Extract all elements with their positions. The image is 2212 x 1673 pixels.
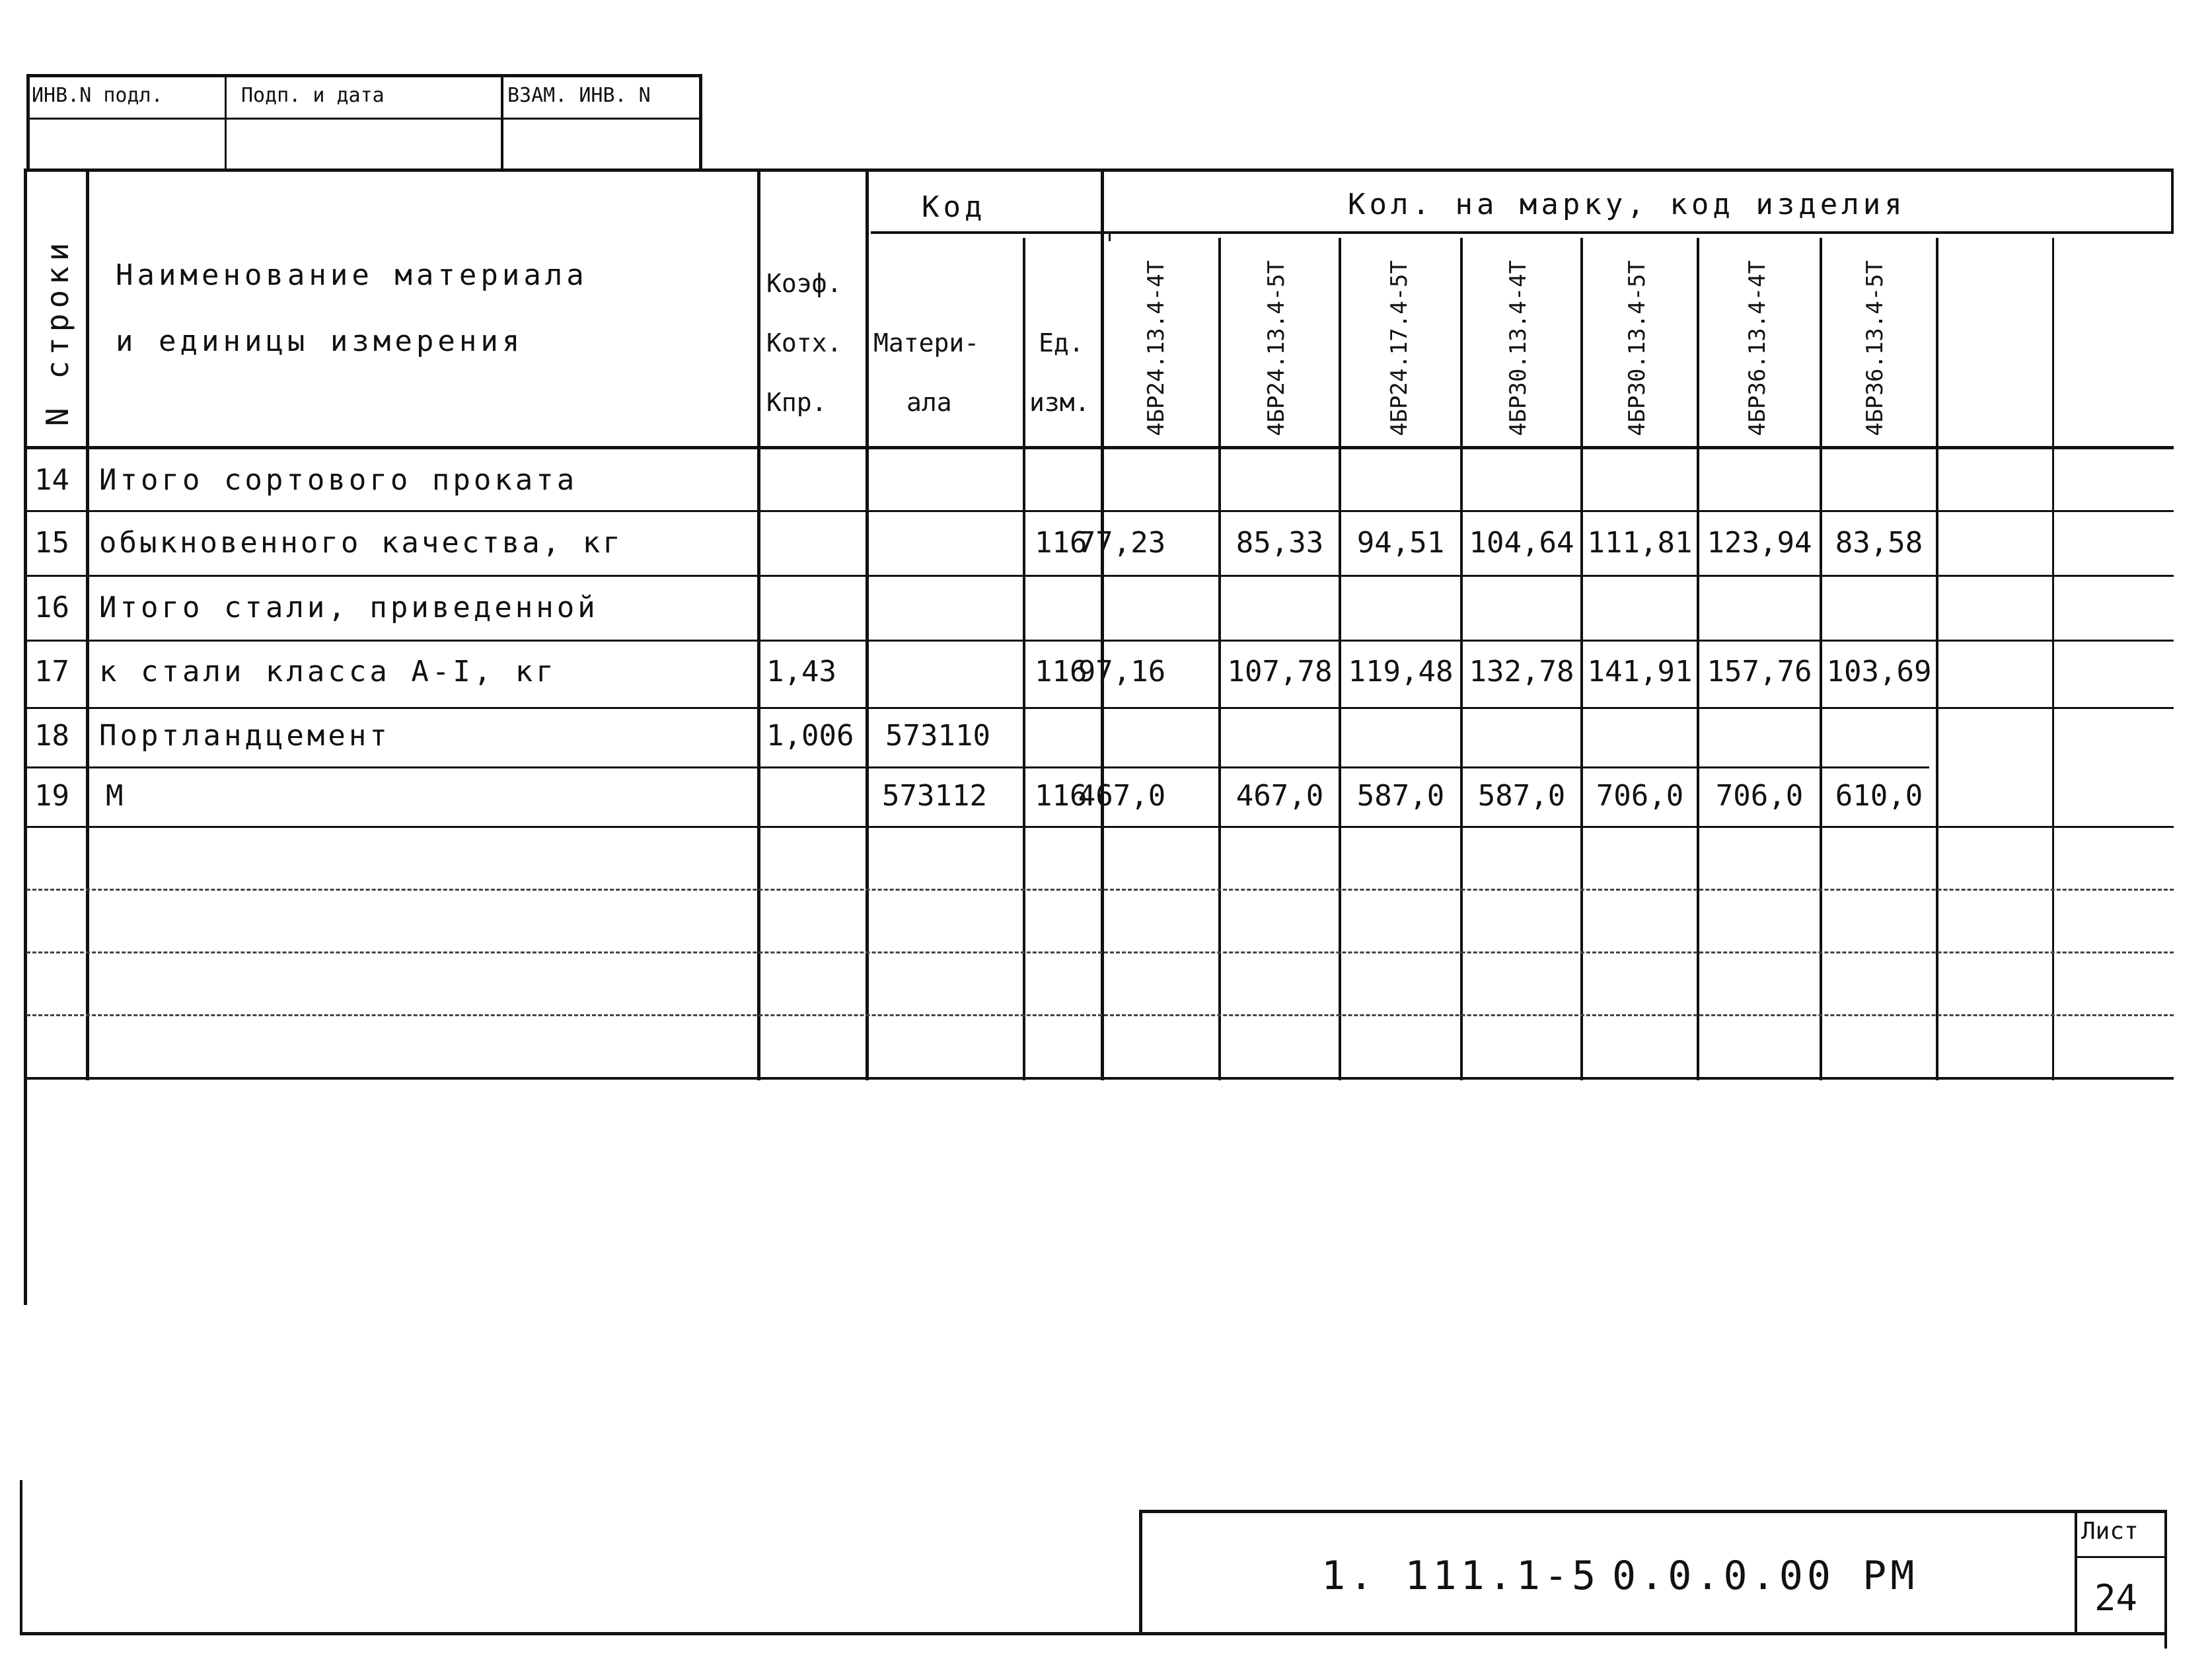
row-name: Портландцемент: [99, 719, 390, 753]
header-mark-7: 4БР36.13.4-5Т: [1862, 260, 1888, 436]
row-value: 104,64: [1469, 526, 1574, 560]
row-value: 706,0: [1596, 779, 1684, 813]
row-material-code: 573110: [885, 719, 990, 753]
header-mark-1: 4БР24.13.4-4Т: [1143, 260, 1169, 436]
row-value: 111,81: [1587, 526, 1693, 560]
row-unit: 116: [1035, 655, 1088, 688]
row-value: 141,91: [1587, 655, 1693, 688]
header-unit-line2: изм.: [1029, 388, 1090, 417]
row-value: 103,69: [1826, 655, 1932, 688]
row-value: 132,78: [1469, 655, 1574, 688]
row-value: 94,51: [1356, 526, 1445, 560]
header-mark-5: 4БР30.13.4-5Т: [1624, 260, 1650, 436]
row-value: 77,23: [1078, 526, 1166, 560]
stamp-vzam-inv: ВЗАМ. ИНВ. N: [507, 84, 651, 107]
header-name-line2: и единицы измерения: [116, 324, 524, 358]
row-number: 15: [34, 526, 69, 560]
row-value: 123,94: [1707, 526, 1812, 560]
header-mark-4: 4БР30.13.4-4Т: [1505, 260, 1531, 436]
header-material-line1: Матери-: [873, 328, 980, 357]
header-mark-3: 4БР24.17.4-5Т: [1386, 260, 1413, 436]
header-material-line2: ала: [906, 388, 952, 417]
row-koef: 1,43: [766, 655, 836, 688]
row-value: 467,0: [1078, 779, 1166, 813]
sheet-number: 24: [2094, 1577, 2138, 1619]
row-name: М: [106, 779, 124, 813]
row-number: 18: [34, 719, 69, 753]
header-mark-2: 4БР24.13.4-5Т: [1263, 260, 1290, 436]
row-name: Итого сортового проката: [99, 463, 578, 497]
row-unit: 116: [1035, 526, 1088, 560]
row-name: Итого стали, приведенной: [99, 591, 599, 624]
row-value: 587,0: [1356, 779, 1445, 813]
row-koef: 1,006: [766, 719, 854, 753]
header-kod: Код: [922, 190, 986, 224]
header-mark-6: 4БР36.13.4-4Т: [1744, 260, 1771, 436]
row-value: 610,0: [1835, 779, 1923, 813]
header-row-number: N строки: [40, 237, 75, 426]
header-koef-line2: Котх.: [766, 328, 842, 357]
row-material-code: 573112: [882, 779, 987, 813]
header-koef-line1: Коэф.: [766, 269, 842, 298]
row-name: обыкновенного качества, кг: [99, 526, 623, 560]
row-number: 16: [34, 591, 69, 624]
row-value: 587,0: [1477, 779, 1566, 813]
row-value: 97,16: [1078, 655, 1166, 688]
row-value: 706,0: [1715, 779, 1804, 813]
stamp-inv-podl: ИНВ.N подл.: [32, 84, 163, 107]
stamp-podp-data: Подп. и дата: [241, 84, 385, 107]
row-value: 119,48: [1348, 655, 1454, 688]
doc-series-code: 1. 111.1-5: [1321, 1553, 1600, 1599]
header-koef-line3: Кпр.: [766, 388, 827, 417]
header-qty: Кол. на марку, код изделия: [1348, 188, 1906, 221]
row-value: 107,78: [1227, 655, 1333, 688]
row-value: 157,76: [1707, 655, 1812, 688]
header-name-line1: Наименование материала: [116, 258, 588, 292]
row-number: 19: [34, 779, 69, 813]
header-unit-line1: Ед.: [1039, 328, 1084, 357]
row-unit: 116: [1035, 779, 1088, 813]
row-number: 14: [34, 463, 69, 497]
row-value: 467,0: [1235, 779, 1324, 813]
doc-number: 0.0.0.00 РМ: [1612, 1553, 1919, 1599]
row-value: 83,58: [1835, 526, 1923, 560]
row-number: 17: [34, 655, 69, 688]
sheet-label: Лист: [2081, 1518, 2139, 1545]
row-name: к стали класса А-I, кг: [99, 655, 557, 688]
row-value: 85,33: [1235, 526, 1324, 560]
